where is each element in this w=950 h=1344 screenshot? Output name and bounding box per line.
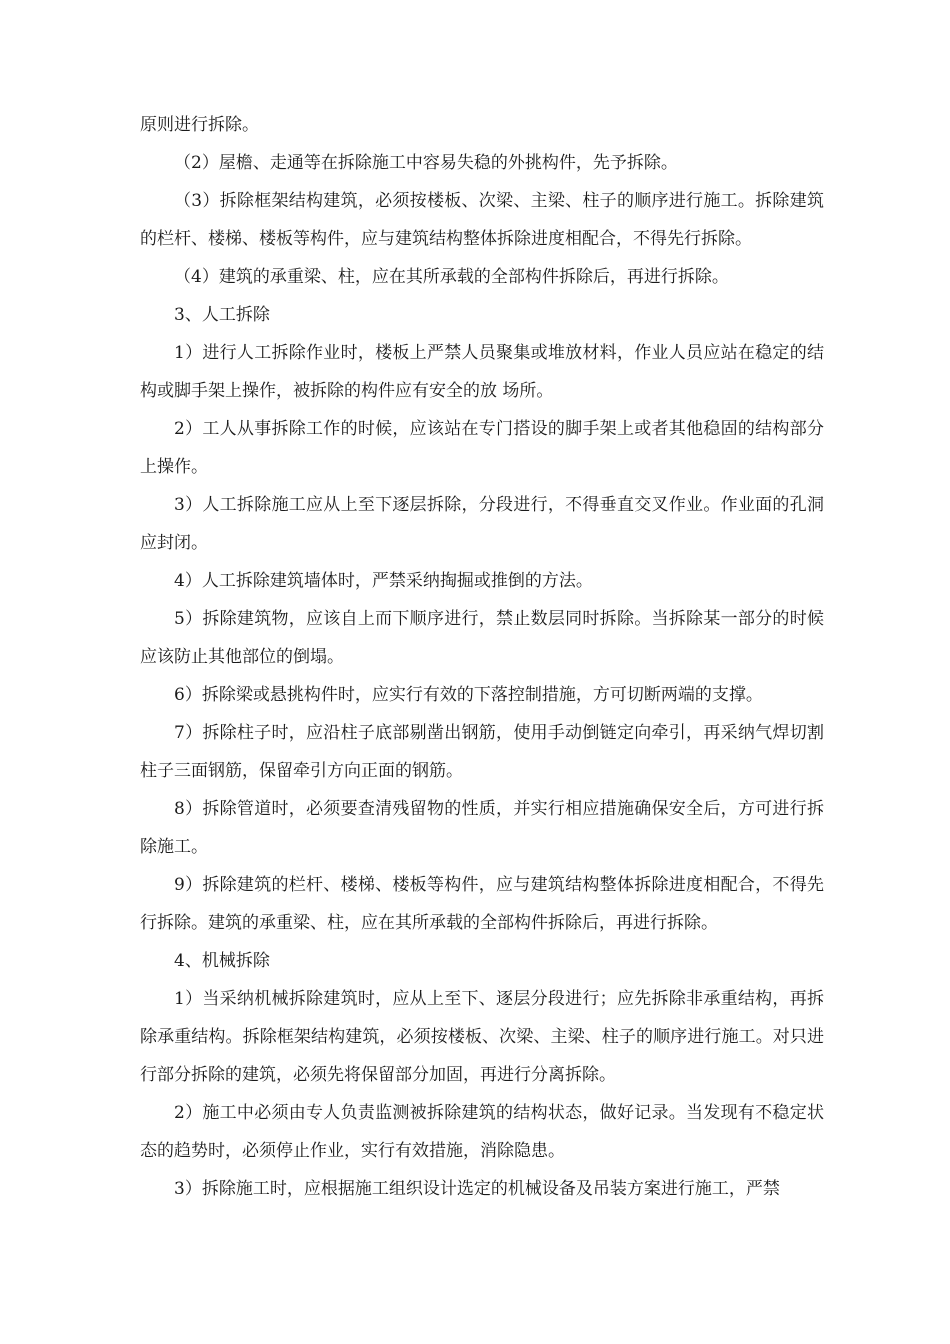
paragraph: （2）屋檐、走通等在拆除施工中容易失稳的外挑构件，先予拆除。 (174, 153, 678, 173)
paragraph: 5）拆除建筑物，应该自上而下顺序进行，禁止数层同时拆除。当拆除某一部分的时候应该防止其他部位的倒塌。 (140, 609, 824, 667)
paragraph: （3）拆除框架结构建筑，必须按楼板、次梁、主梁、柱子的顺序进行施工。拆除建筑的栏杆、楼梯、楼板等构件，应与建筑结构整体拆除进度相配合，不得先行拆除。 (140, 191, 824, 249)
paragraph: （4）建筑的承重梁、柱，应在其所承载的全部构件拆除后，再进行拆除。 (174, 267, 729, 287)
document-page (140, 106, 824, 1208)
paragraph: 1）进行人工拆除作业时，楼板上严禁人员聚集或堆放材料，作业人员应站在稳定的结构或脚手架上操作，被拆除的构件应有安全的放 场所。 (140, 343, 824, 401)
paragraph: 2）工人从事拆除工作的时候，应该站在专门搭设的脚手架上或者其他稳固的结构部分上操作。 (140, 419, 824, 477)
paragraph: 6）拆除梁或悬挑构件时，应实行有效的下落控制措施，方可切断两端的支撑。 (174, 685, 763, 705)
paragraph: 3）人工拆除施工应从上至下逐层拆除，分段进行，不得垂直交叉作业。作业面的孔洞应封闭。 (140, 495, 824, 553)
section-heading: 3、人工拆除 (174, 305, 270, 325)
paragraph: 原则进行拆除。 (140, 115, 259, 135)
paragraph: 2）施工中必须由专人负责监测被拆除建筑的结构状态，做好记录。当发现有不稳定状态的趋势时，必须停止作业，实行有效措施，消除隐患。 (140, 1103, 824, 1161)
paragraph: 7）拆除柱子时，应沿柱子底部剔凿出钢筋，使用手动倒链定向牵引，再采纳气焊切割柱子三面钢筋，保留牵引方向正面的钢筋。 (140, 723, 824, 781)
paragraph: 1）当采纳机械拆除建筑时，应从上至下、逐层分段进行；应先拆除非承重结构，再拆除承重结构。拆除框架结构建筑，必须按楼板、次梁、主梁、柱子的顺序进行施工。对只进行部分拆除的建筑，必须先将保留部分加固，再进行分离拆除。 (140, 989, 824, 1085)
paragraph: 4）人工拆除建筑墙体时，严禁采纳掏掘或推倒的方法。 (174, 571, 593, 591)
paragraph: 9）拆除建筑的栏杆、楼梯、楼板等构件，应与建筑结构整体拆除进度相配合，不得先行拆除。建筑的承重梁、柱，应在其所承载的全部构件拆除后，再进行拆除。 (140, 875, 824, 933)
section-heading: 4、机械拆除 (174, 951, 270, 971)
paragraph: 8）拆除管道时，必须要查清残留物的性质，并实行相应措施确保安全后，方可进行拆除施工。 (140, 799, 824, 857)
paragraph: 3）拆除施工时，应根据施工组织设计选定的机械设备及吊装方案进行施工，严禁 (174, 1179, 780, 1199)
